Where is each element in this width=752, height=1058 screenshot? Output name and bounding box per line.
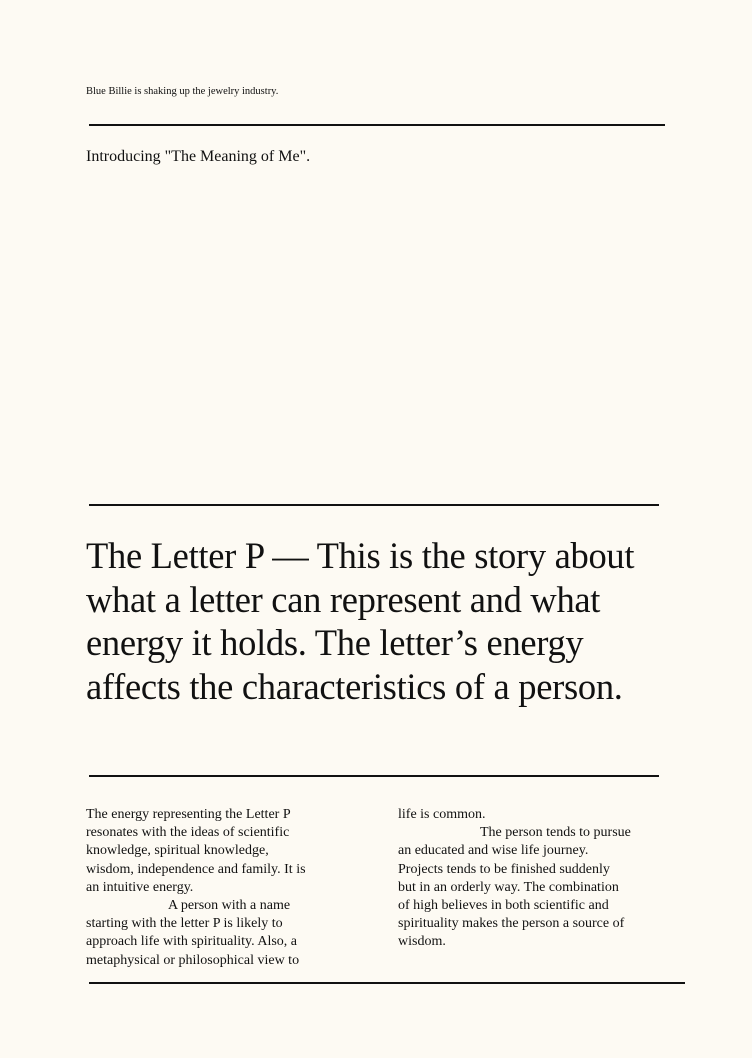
- body-line: of high believes in both scientific and: [398, 898, 609, 914]
- body-line: an intuitive energy.: [86, 879, 194, 895]
- intro-text: Introducing "The Meaning of Me".: [86, 148, 311, 165]
- body-line: resonates with the ideas of scientific: [86, 825, 290, 841]
- body-column-right: [398, 806, 631, 952]
- body-line: knowledge, spiritual knowledge,: [86, 843, 269, 859]
- divider-below-headline: [89, 775, 659, 777]
- body-line: The person tends to pursue: [480, 825, 631, 841]
- body-line: The energy representing the Letter P: [86, 807, 291, 822]
- divider-top: [89, 124, 665, 126]
- body-line: but in an orderly way. The combination: [398, 879, 619, 895]
- body-line: Projects tends to be finished suddenly: [398, 861, 610, 877]
- body-column-left: [86, 806, 306, 970]
- body-line: life is common.: [398, 807, 486, 822]
- divider-above-headline: [89, 504, 659, 506]
- body-line: A person with a name: [168, 898, 291, 914]
- body-line: starting with the letter P is likely to: [86, 916, 283, 932]
- body-line: metaphysical or philosophical view to: [86, 952, 300, 968]
- body-line: an educated and wise life journey.: [398, 843, 589, 859]
- body-line: spirituality makes the person a source of: [398, 916, 625, 932]
- headline: The Letter P — This is the story about what a letter can represent and what energy it holds. The letter’s energy affects the characteristics of a person.: [86, 535, 635, 707]
- tagline: Blue Billie is shaking up the jewelry industry.: [86, 86, 279, 97]
- body-line: wisdom.: [398, 934, 446, 950]
- divider-bottom: [89, 982, 685, 984]
- body-line: approach life with spirituality. Also, a: [86, 934, 297, 950]
- body-line: wisdom, independence and family. It is: [86, 861, 306, 877]
